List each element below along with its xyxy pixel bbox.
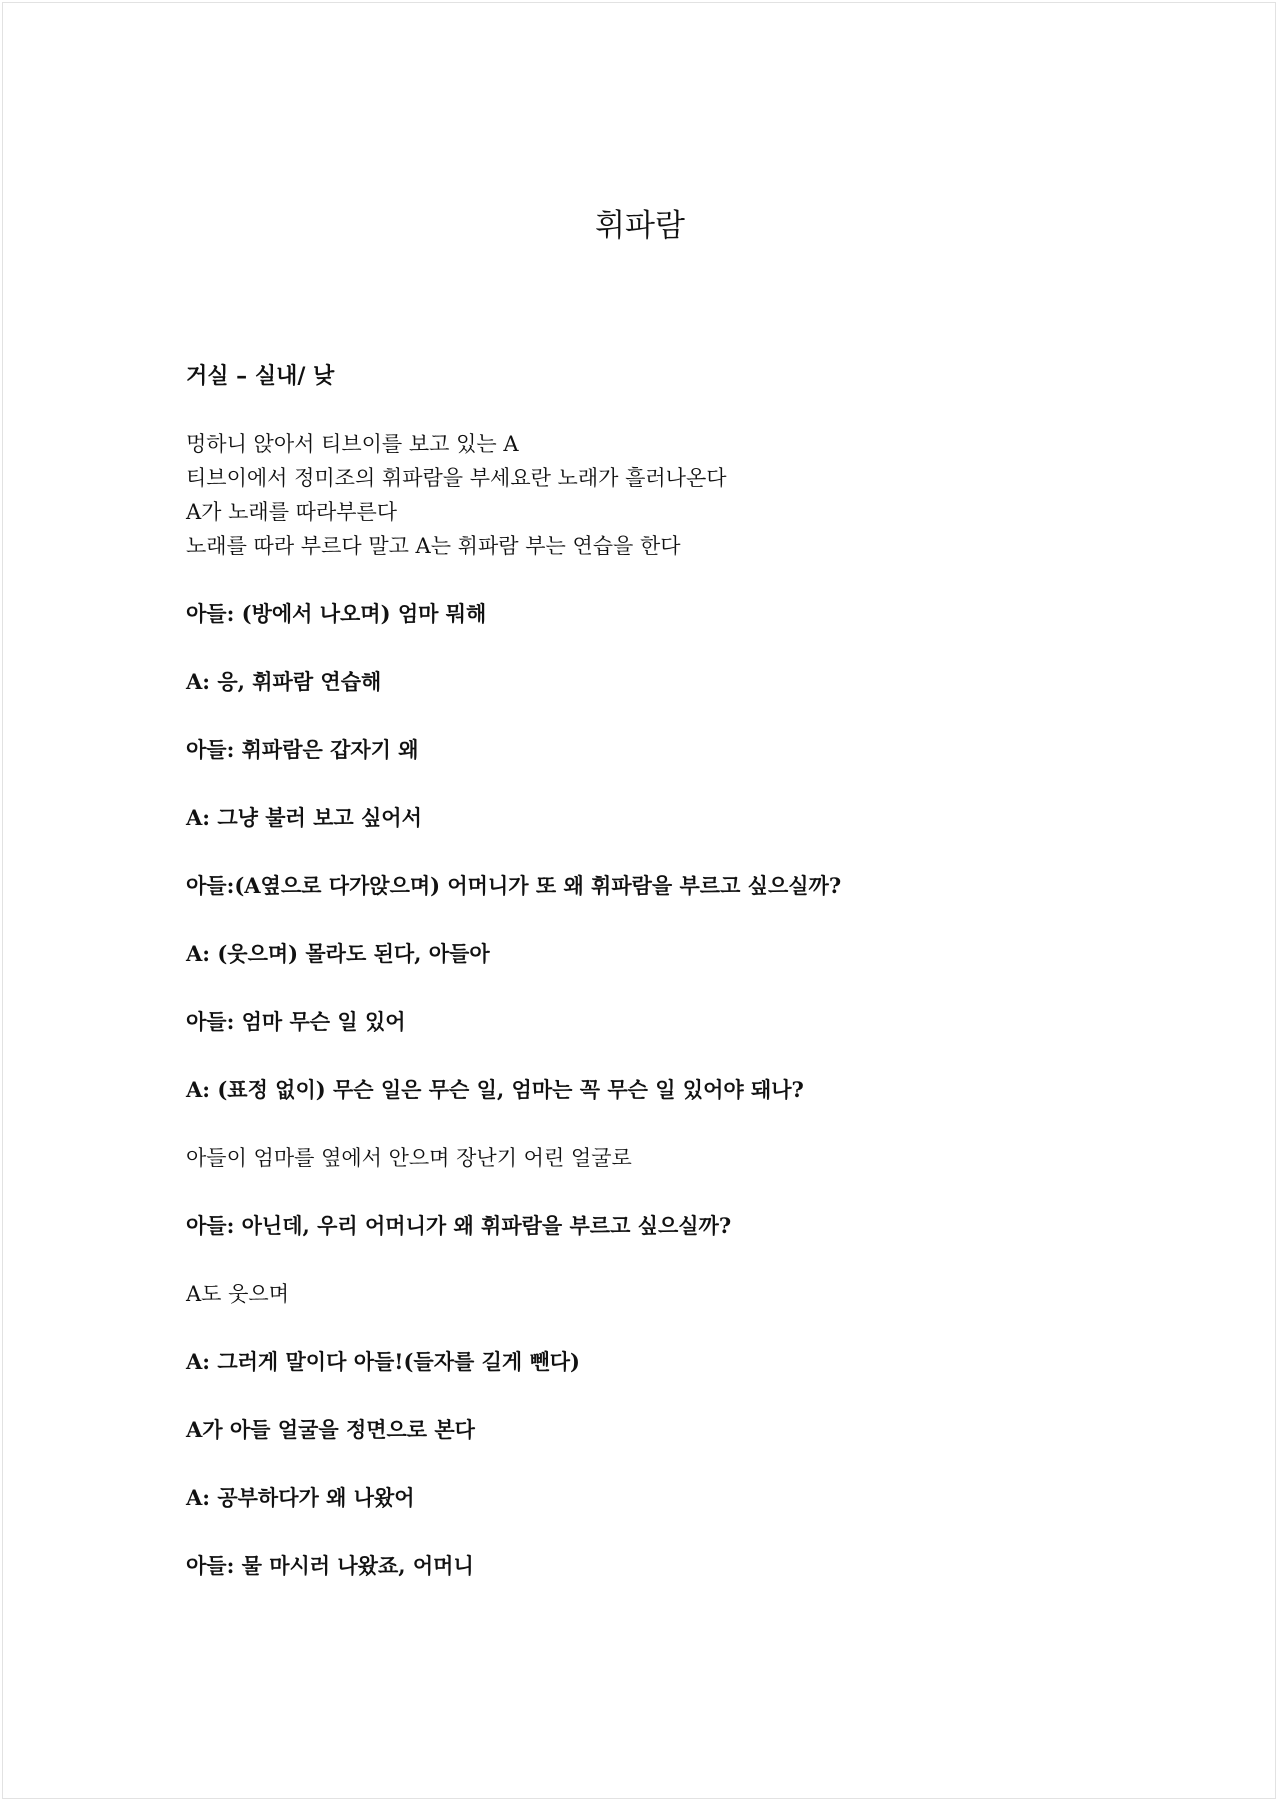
- dialogue-line: A: 공부하다가 왜 나왔어: [186, 1485, 415, 1510]
- document-title: 휘파람: [595, 208, 685, 244]
- dialogue-line: A: (표정 없이) 무슨 일은 무슨 일, 엄마는 꼭 무슨 일 있어야 돼나?: [186, 1077, 804, 1102]
- action-line: A가 노래를 따라부른다: [186, 500, 398, 524]
- dialogue-line: 아들: (방에서 나오며) 엄마 뭐해: [186, 601, 487, 626]
- dialogue-line: 아들: 물 마시러 나왔죠, 어머니: [186, 1553, 474, 1578]
- dialogue-line: 아들: 휘파람은 갑자기 왜: [186, 737, 419, 762]
- dialogue-line: 아들: 엄마 무슨 일 있어: [186, 1009, 406, 1034]
- action-line: 멍하니 앉아서 티브이를 보고 있는 A: [186, 432, 519, 456]
- action-line: A가 아들 얼굴을 정면으로 본다: [186, 1417, 475, 1442]
- action-line: 티브이에서 정미조의 휘파람을 부세요란 노래가 흘러나온다: [186, 466, 727, 490]
- action-line: A도 웃으며: [186, 1282, 289, 1306]
- document-page: [2, 2, 1276, 1799]
- scene-heading: 거실 – 실내/ 낮: [186, 363, 335, 389]
- dialogue-line: 아들: 아닌데, 우리 어머니가 왜 휘파람을 부르고 싶으실까?: [186, 1213, 732, 1238]
- dialogue-line: A: 그냥 불러 보고 싶어서: [186, 805, 422, 830]
- dialogue-line: A: 응, 휘파람 연습해: [186, 669, 382, 694]
- dialogue-line: A: 그러게 말이다 아들!(들자를 길게 뺀다): [186, 1349, 580, 1374]
- dialogue-list: [186, 597, 1126, 1583]
- dialogue-line: A: (웃으며) 몰라도 된다, 아들아: [186, 941, 490, 966]
- action-block: [186, 427, 1126, 563]
- script-content: [186, 359, 1126, 1617]
- action-line: 노래를 따라 부르다 말고 A는 휘파람 부는 연습을 한다: [186, 534, 681, 558]
- action-line: 아들이 엄마를 옆에서 안으며 장난기 어린 얼굴로: [186, 1146, 632, 1170]
- dialogue-line: 아들:(A옆으로 다가앉으며) 어머니가 또 왜 휘파람을 부르고 싶으실까?: [186, 873, 842, 898]
